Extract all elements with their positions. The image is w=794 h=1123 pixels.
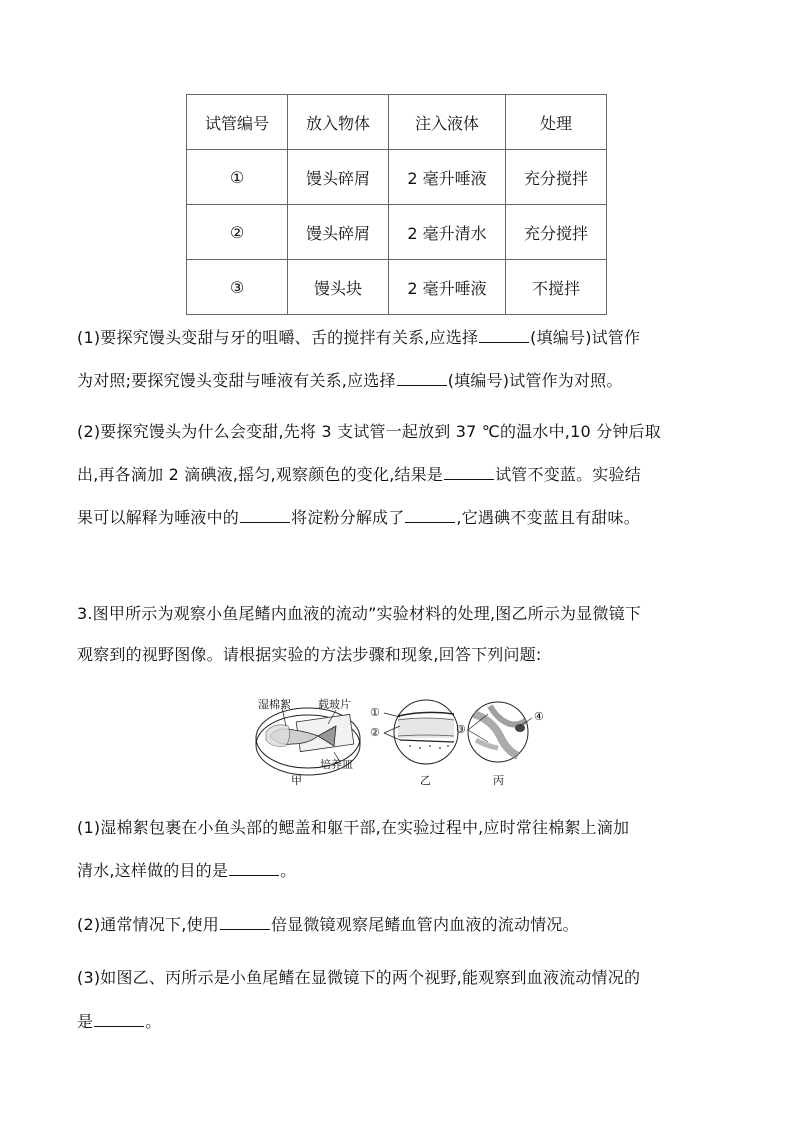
table-cell: 2 毫升清水 [389, 205, 506, 260]
table-header-row [187, 95, 607, 150]
table-cell: ③ [187, 260, 288, 315]
q2-1-text: (填编号)试管作为对照。 [447, 371, 623, 390]
answer-blank[interactable] [240, 506, 290, 523]
q2-2-line-1: (2)要探究馒头为什么会变甜,先将 3 支试管一起放到 37 ℃的温水中,10 分钟后取 [77, 422, 661, 441]
q3-1-text: 。 [280, 861, 297, 880]
q2-2-text: 果可以解释为唾液中的 [77, 508, 240, 527]
caption-jia: 甲 [291, 774, 302, 787]
view-bing-illustration [468, 702, 532, 762]
q2-1-text: (1)要探究馒头变甜与牙的咀嚼、舌的搅拌有关系,应选择 [77, 328, 479, 347]
caption-yi: 乙 [420, 774, 431, 787]
answer-blank[interactable] [405, 506, 455, 523]
answer-blank[interactable] [220, 913, 270, 930]
table-cell: 馒头碎屑 [288, 150, 389, 205]
table-cell: 2 毫升唾液 [389, 260, 506, 315]
marker-4: ④ [534, 710, 544, 723]
answer-blank[interactable] [94, 1010, 144, 1027]
table-cell: 2 毫升唾液 [389, 150, 506, 205]
q3-3-line-1: (3)如图乙、丙所示是小鱼尾鳍在显微镜下的两个视野,能观察到血液流动情况的 [77, 968, 641, 987]
view-yi-illustration [384, 700, 458, 764]
q3-3-text: 。 [145, 1012, 162, 1031]
q2-1-text: (填编号)试管作 [530, 328, 641, 347]
answer-blank[interactable] [444, 463, 494, 480]
q2-2-line-2 [77, 463, 717, 486]
q3-1-line-2 [77, 859, 717, 882]
q3-2-text: 倍显微镜观察尾鳍血管内血液的流动情况。 [270, 915, 579, 934]
q3-3-line-2 [77, 1010, 717, 1033]
q3-3-text: 是 [77, 1012, 94, 1031]
answer-blank[interactable] [397, 369, 447, 386]
q2-1-line-1 [77, 326, 717, 349]
caption-bing: 丙 [493, 774, 504, 787]
table-cell: 充分搅拌 [506, 150, 607, 205]
label-wet-cotton: 湿棉絮 [258, 698, 291, 711]
header-cell: 处理 [506, 95, 607, 150]
q2-2-text: 出,再各滴加 2 滴碘液,摇匀,观察颜色的变化,结果是 [77, 465, 444, 484]
q3-stem-line-1: 3.图甲所示为观察小鱼尾鳍内血液的流动”实验材料的处理,图乙所示为显微镜下 [77, 604, 642, 623]
q3-stem-line-2: 观察到的视野图像。请根据实验的方法步骤和现象,回答下列问题: [77, 645, 542, 664]
header-cell: 放入物体 [288, 95, 389, 150]
label-glass-slide: 载玻片 [318, 698, 351, 711]
q2-2-text: 将淀粉分解成了 [291, 508, 405, 527]
q3-2-line [77, 913, 717, 936]
experiment-figure [248, 690, 558, 790]
table-cell: 馒头块 [288, 260, 389, 315]
q2-1-text: 为对照;要探究馒头变甜与唾液有关系,应选择 [77, 371, 396, 390]
q2-2-text: 试管不变蓝。实验结 [495, 465, 641, 484]
marker-3: ③ [456, 723, 466, 736]
table-cell: 馒头碎屑 [288, 205, 389, 260]
q2-2-text: ,它遇碘不变蓝且有甜味。 [456, 508, 640, 527]
answer-blank[interactable] [479, 326, 529, 343]
label-petri-dish: 培养皿 [320, 758, 353, 771]
table-row [187, 260, 607, 315]
header-cell: 注入液体 [389, 95, 506, 150]
experiment-table [186, 94, 607, 315]
table-cell: ① [187, 150, 288, 205]
q3-2-text: (2)通常情况下,使用 [77, 915, 219, 934]
table-cell: 充分搅拌 [506, 205, 607, 260]
table-row [187, 205, 607, 260]
header-cell: 试管编号 [187, 95, 288, 150]
q3-1-text: 清水,这样做的目的是 [77, 861, 229, 880]
q3-1-line-1: (1)湿棉絮包裹在小鱼头部的鳃盖和躯干部,在实验过程中,应时常往棉絮上滴加 [77, 818, 630, 837]
answer-blank[interactable] [229, 859, 279, 876]
table-cell: 不搅拌 [506, 260, 607, 315]
q2-1-line-2 [77, 369, 717, 392]
table-row [187, 150, 607, 205]
marker-1: ① [370, 706, 380, 719]
marker-2: ② [370, 726, 380, 739]
q2-2-line-3 [77, 506, 717, 529]
table-cell: ② [187, 205, 288, 260]
